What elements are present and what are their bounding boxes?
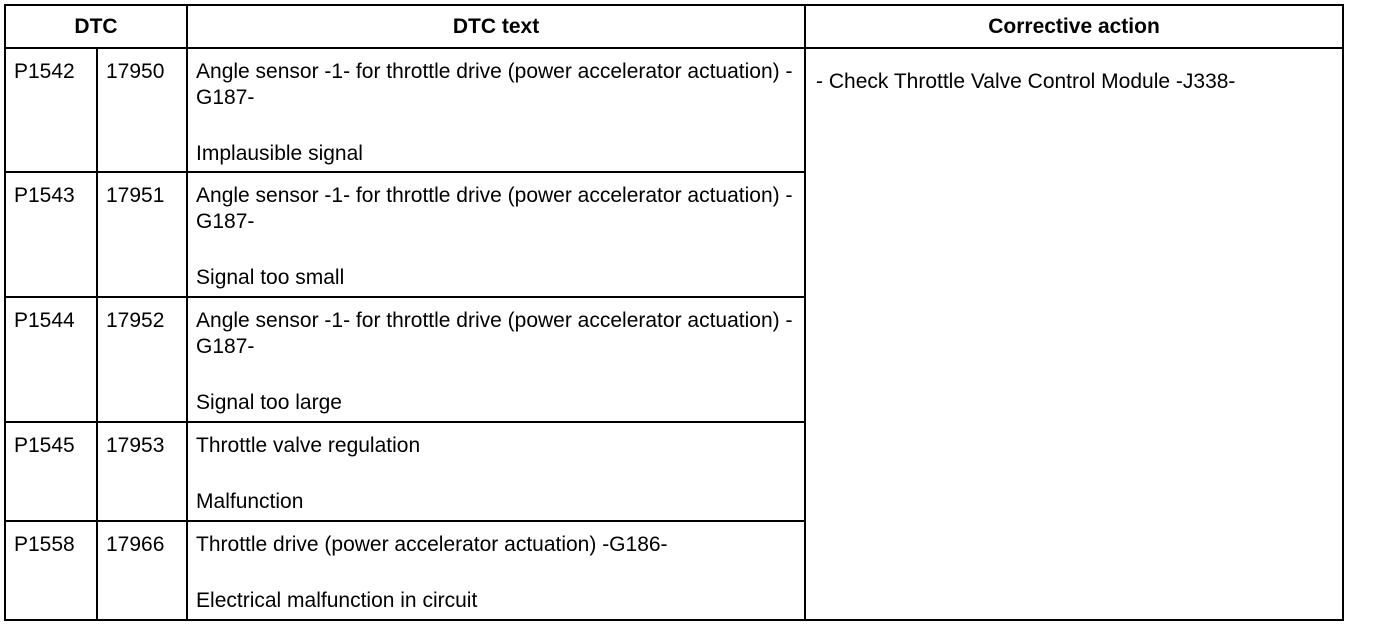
dtc-number: 17966 — [97, 521, 187, 620]
dtc-number: 17952 — [97, 297, 187, 421]
dtc-number: 17953 — [97, 422, 187, 521]
table-row — [5, 48, 1343, 172]
dtc-code: P1542 — [5, 48, 97, 172]
dtc-number: 17951 — [97, 172, 187, 297]
dtc-code: P1545 — [5, 422, 97, 521]
header-dtc: DTC — [5, 5, 187, 48]
dtc-text-cell — [187, 172, 805, 297]
corrective-action-cell: - Check Throttle Valve Control Module -J338- — [805, 48, 1343, 620]
dtc-description: Throttle valve regulation — [196, 433, 421, 457]
dtc-detail: Electrical malfunction in circuit — [196, 588, 478, 612]
dtc-text-cell — [187, 422, 805, 521]
dtc-text-cell — [187, 297, 805, 421]
dtc-code: P1543 — [5, 172, 97, 297]
dtc-code: P1544 — [5, 297, 97, 421]
dtc-description: Angle sensor -1- for throttle drive (power accelerator actuation) -G187- — [196, 60, 793, 109]
table-header-row — [5, 5, 1343, 48]
dtc-detail: Signal too small — [196, 266, 345, 290]
dtc-text-cell — [187, 521, 805, 620]
header-dtc-text: DTC text — [187, 5, 805, 48]
dtc-description: Throttle drive (power accelerator actuation) -G186- — [196, 532, 668, 556]
dtc-detail: Malfunction — [196, 489, 304, 513]
dtc-text-cell — [187, 48, 805, 172]
dtc-detail: Signal too large — [196, 391, 342, 415]
dtc-detail: Implausible signal — [196, 142, 363, 165]
dtc-description: Angle sensor -1- for throttle drive (power accelerator actuation) -G187- — [196, 309, 793, 359]
dtc-table — [4, 4, 1344, 621]
dtc-description: Angle sensor -1- for throttle drive (power accelerator actuation) -G187- — [196, 184, 793, 234]
dtc-number: 17950 — [97, 48, 187, 172]
header-corrective-action: Corrective action — [805, 5, 1343, 48]
dtc-code: P1558 — [5, 521, 97, 620]
